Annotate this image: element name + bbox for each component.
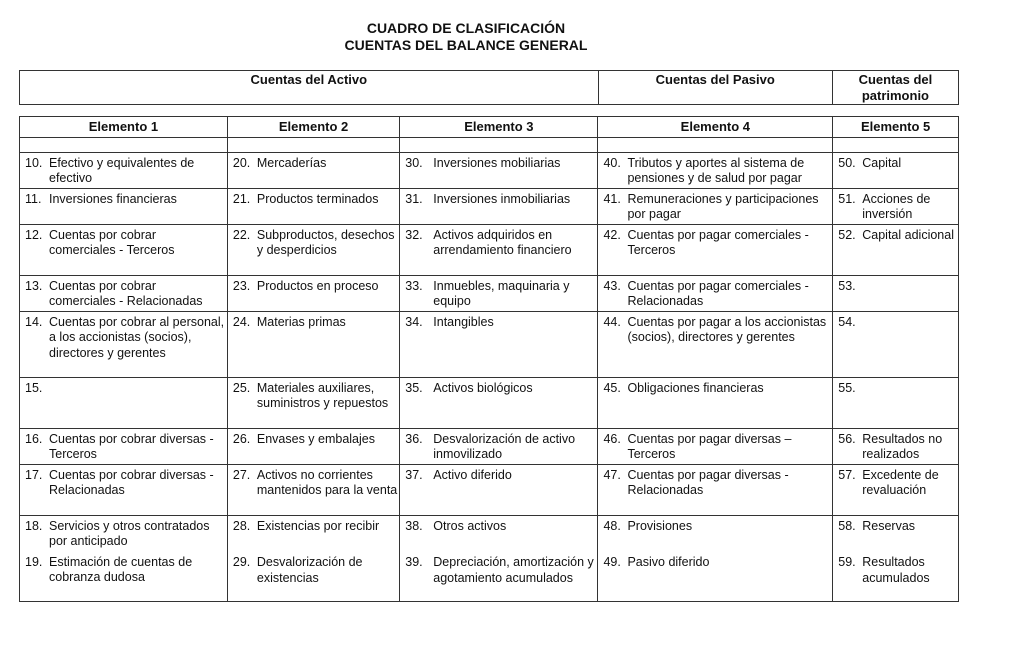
- account-code: 46.: [603, 432, 621, 446]
- account-code: 45.: [603, 381, 621, 395]
- account-name: Inmuebles, maquinaria y equipo: [433, 279, 570, 309]
- account-code: 44.: [603, 315, 621, 329]
- account-name: [862, 381, 956, 396]
- account-cell: [227, 225, 399, 276]
- account-name: Cuentas por pagar comerciales - Terceros: [627, 228, 809, 258]
- document-title: CUADRO DE CLASIFICACIÓN: [366, 20, 566, 36]
- accounts-header-table: [19, 70, 959, 105]
- account-cell: [598, 276, 833, 312]
- account-code: 52.: [838, 228, 856, 242]
- account-name: Capital: [862, 156, 902, 170]
- account-name: Cuentas por pagar a los accionistas (socios), directores y gerentes: [627, 315, 827, 345]
- account-cell: [227, 312, 399, 378]
- account-cell: [833, 153, 959, 189]
- account-cell: [598, 378, 833, 429]
- account-name: Productos terminados: [256, 192, 379, 206]
- element-5-header: Elemento 5: [833, 117, 959, 138]
- account-code: 48.: [603, 519, 621, 533]
- account-cell: [598, 189, 833, 225]
- classification-table: [19, 116, 959, 602]
- account-name: Cuentas por cobrar diversas - Terceros: [49, 432, 214, 462]
- account-cell: [833, 225, 959, 276]
- account-cell: [20, 189, 228, 225]
- account-cell: [20, 465, 228, 516]
- account-cell: [227, 516, 399, 602]
- table-row: [20, 189, 959, 225]
- table-row: [20, 276, 959, 312]
- account-cell: [20, 312, 228, 378]
- account-cell: [400, 465, 598, 516]
- account-code: 18.: [25, 519, 43, 533]
- account-code: 50.: [838, 156, 856, 170]
- account-cell: [833, 516, 959, 602]
- element-1-header: Elemento 1: [20, 117, 228, 138]
- account-name: Inversiones financieras: [49, 192, 177, 206]
- element-header-row: [20, 117, 959, 138]
- account-code: 49.: [603, 555, 621, 570]
- account-cell: [400, 429, 598, 465]
- account-code: 37.: [405, 468, 423, 482]
- table-row: [20, 378, 959, 429]
- account-code: 53.: [838, 279, 856, 293]
- account-cell: [227, 465, 399, 516]
- account-cell: [20, 378, 228, 429]
- account-cell: [833, 189, 959, 225]
- account-name: Resultados acumulados: [862, 555, 930, 585]
- account-name: Depreciación, amortización y agotamiento acumulados: [433, 555, 594, 585]
- account-code: 22.: [232, 228, 251, 242]
- account-code: 15.: [25, 381, 43, 395]
- account-code: 31.: [405, 192, 423, 206]
- account-code: 23.: [232, 279, 251, 293]
- element-3-header: Elemento 3: [400, 117, 598, 138]
- account-code: 16.: [25, 432, 43, 446]
- account-cell: [598, 153, 833, 189]
- account-code: 55.: [838, 381, 856, 395]
- account-cell: [400, 225, 598, 276]
- account-code: 29.: [232, 555, 251, 570]
- account-name: Provisiones: [627, 519, 693, 533]
- account-name: Resultados no realizados: [862, 432, 943, 462]
- header-patrimonio: Cuentas del patrimonio: [832, 71, 958, 105]
- account-cell: [833, 312, 959, 378]
- account-name: Productos en proceso: [256, 279, 379, 293]
- account-code: 35.: [405, 381, 423, 395]
- account-cell: [598, 312, 833, 378]
- account-code: 56.: [838, 432, 856, 446]
- account-name: Intangibles: [433, 315, 494, 329]
- account-cell: [833, 276, 959, 312]
- account-code: 51.: [838, 192, 856, 206]
- account-cell: [227, 189, 399, 225]
- account-code: 21.: [232, 192, 251, 206]
- account-code: 20.: [232, 156, 251, 170]
- account-code: 57.: [838, 468, 856, 482]
- table-row: [20, 225, 959, 276]
- account-code: 14.: [25, 315, 43, 329]
- account-code: 28.: [232, 519, 251, 533]
- table-row: [20, 429, 959, 465]
- account-name: Remuneraciones y participaciones por pagar: [627, 192, 819, 222]
- account-name: Otros activos: [433, 519, 507, 533]
- account-cell: [598, 225, 833, 276]
- account-cell: [833, 378, 959, 429]
- table-row: [20, 516, 959, 602]
- account-cell: [20, 516, 228, 602]
- account-name: Inversiones inmobiliarias: [433, 192, 571, 206]
- spacer-row: [20, 138, 959, 153]
- account-code: 32.: [405, 228, 423, 242]
- account-name: Desvalorización de existencias: [256, 555, 363, 585]
- account-name: Desvalorización de activo inmovilizado: [433, 432, 576, 462]
- account-name: Subproductos, desechos y desperdicios: [256, 228, 395, 258]
- account-name: Tributos y aportes al sistema de pensiones y de salud por pagar: [627, 156, 805, 186]
- account-name: Cuentas por cobrar comerciales - Relacionadas: [49, 279, 203, 309]
- account-cell: [833, 465, 959, 516]
- account-code: 47.: [603, 468, 621, 482]
- account-code: 30.: [405, 156, 423, 170]
- account-code: 10.: [25, 156, 43, 170]
- element-4-header: Elemento 4: [598, 117, 833, 138]
- account-cell: [400, 276, 598, 312]
- account-name: Excedente de revaluación: [862, 468, 939, 498]
- account-code: 17.: [25, 468, 43, 482]
- account-code: 11.: [25, 192, 42, 206]
- account-code: 38.: [405, 519, 423, 533]
- header-activo: Cuentas del Activo: [20, 71, 599, 105]
- account-name: Cuentas por cobrar al personal, a los accionistas (socios), directores y gerentes: [49, 315, 225, 360]
- account-name: Estimación de cuentas de cobranza dudosa: [49, 554, 193, 585]
- account-cell: [598, 516, 833, 602]
- account-code: 39.: [405, 555, 423, 570]
- account-cell: [400, 189, 598, 225]
- account-cell: [227, 153, 399, 189]
- account-cell: [400, 312, 598, 378]
- header-pasivo: Cuentas del Pasivo: [598, 71, 832, 105]
- account-name: Cuentas por pagar comerciales - Relacionadas: [627, 279, 809, 309]
- account-cell: [400, 153, 598, 189]
- document-subtitle: CUENTAS DEL BALANCE GENERAL: [344, 37, 588, 53]
- account-name: Obligaciones financieras: [627, 381, 764, 395]
- account-name: Pasivo diferido: [627, 555, 710, 570]
- account-cell: [598, 465, 833, 516]
- account-name: Cuentas por pagar diversas - Relacionadas: [627, 468, 789, 498]
- account-name: [862, 279, 956, 294]
- account-name: Activos adquiridos en arrendamiento financiero: [433, 228, 572, 258]
- account-code: 58.: [838, 519, 856, 533]
- account-code: 33.: [405, 279, 423, 293]
- account-name: Activo diferido: [433, 468, 512, 482]
- table-row: [20, 465, 959, 516]
- element-2-header: Elemento 2: [227, 117, 399, 138]
- account-code: 54.: [838, 315, 856, 329]
- account-cell: [227, 378, 399, 429]
- account-name: Envases y embalajes: [256, 432, 375, 446]
- account-cell: [833, 429, 959, 465]
- account-cell: [227, 276, 399, 312]
- account-code: 12.: [25, 228, 43, 242]
- account-name: Activos no corrientes mantenidos para la venta: [256, 468, 398, 498]
- account-cell: [20, 429, 228, 465]
- account-code: 27.: [232, 468, 251, 482]
- account-code: 43.: [603, 279, 621, 293]
- account-name: Cuentas por cobrar comerciales - Terceros: [49, 228, 175, 258]
- account-code: 13.: [25, 279, 43, 293]
- account-cell: [400, 378, 598, 429]
- account-name: Materias primas: [256, 315, 346, 329]
- account-name: Cuentas por pagar diversas – Terceros: [627, 432, 792, 462]
- account-code: 59.: [838, 555, 856, 570]
- table-row: [20, 153, 959, 189]
- account-code: 36.: [405, 432, 423, 446]
- account-code: 24.: [232, 315, 251, 329]
- account-name: Efectivo y equivalentes de efectivo: [49, 156, 195, 186]
- account-code: 26.: [232, 432, 251, 446]
- account-code: 41.: [603, 192, 621, 206]
- account-name: Materiales auxiliares, suministros y repuestos: [256, 381, 389, 411]
- account-name: Cuentas por cobrar diversas - Relacionadas: [49, 468, 214, 498]
- account-name: [862, 315, 956, 330]
- account-cell: [400, 516, 598, 602]
- account-cell: [20, 225, 228, 276]
- account-name: Servicios y otros contratados por anticipado: [49, 519, 210, 549]
- account-name: Reservas: [862, 519, 916, 533]
- account-name: [49, 381, 225, 396]
- account-code: 19.: [25, 554, 43, 569]
- account-name: Inversiones mobiliarias: [433, 156, 561, 170]
- account-code: 25.: [232, 381, 251, 395]
- account-code: 42.: [603, 228, 621, 242]
- account-cell: [20, 153, 228, 189]
- account-name: Mercaderías: [256, 156, 327, 170]
- account-name: Existencias por recibir: [256, 519, 380, 533]
- table-row: [20, 312, 959, 378]
- account-cell: [227, 429, 399, 465]
- account-code: 40.: [603, 156, 621, 170]
- account-name: Capital adicional: [862, 228, 954, 242]
- account-cell: [598, 429, 833, 465]
- account-name: Acciones de inversión: [862, 192, 931, 222]
- account-code: 34.: [405, 315, 423, 329]
- account-name: Activos biológicos: [433, 381, 533, 395]
- account-cell: [20, 276, 228, 312]
